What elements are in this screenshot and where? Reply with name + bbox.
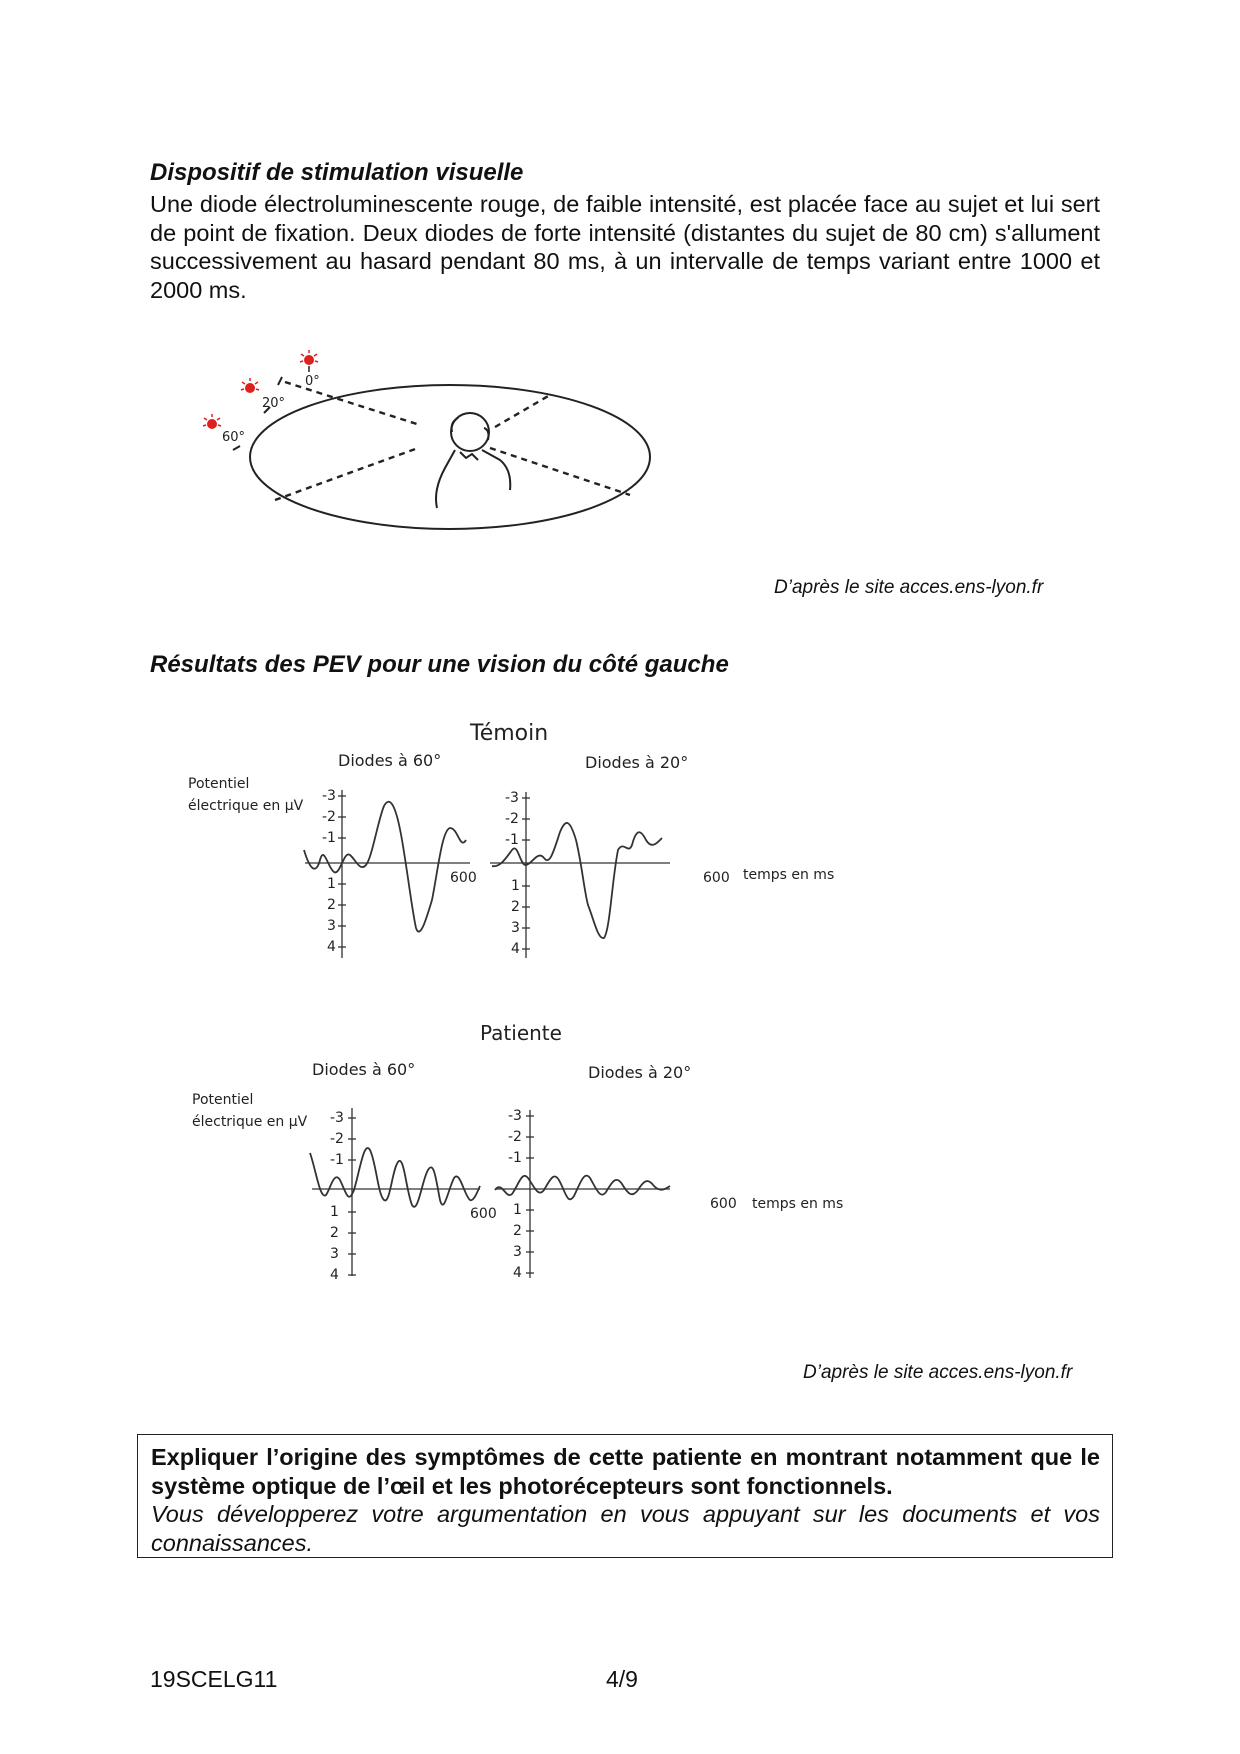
footer-code: 19SCELG11 <box>150 1666 278 1692</box>
patiente20-ytick-1: 1 <box>513 1202 522 1218</box>
temoin-ylabel-1: Potentiel <box>188 776 250 792</box>
temoin20-ytick-2: 2 <box>511 899 520 915</box>
temoin-ylabel-2: électrique en µV <box>188 798 304 814</box>
patiente20-ytick-4: 4 <box>513 1265 522 1281</box>
patiente20-ytick-2: 2 <box>513 1223 522 1239</box>
patiente60-ytick-4: 4 <box>330 1267 339 1283</box>
task-box <box>137 1434 1113 1558</box>
temoin-panel-20-title: Diodes à 20° <box>585 753 689 772</box>
patiente60-ytick-m3: -3 <box>330 1110 344 1126</box>
temoin-panel-60-title: Diodes à 60° <box>338 751 442 770</box>
temoin-xlabel: temps en ms <box>743 867 835 883</box>
temoin60-ytick-3: 3 <box>327 918 336 934</box>
patiente-title: Patiente <box>480 1021 562 1045</box>
patiente20-trace <box>495 1176 670 1200</box>
patiente-xlabel: temps en ms <box>752 1196 844 1212</box>
credit-pev: D’après le site acces.ens-lyon.fr <box>803 1362 1073 1383</box>
patiente20-ytick-3: 3 <box>513 1244 522 1260</box>
temoin20-ytick-m1: -1 <box>505 832 519 848</box>
temoin60-xtick-600: 600 <box>450 870 477 886</box>
task-question: Expliquer l’origine des symptômes de cette patiente en montrant notamment que le système optique de l’œil et les photorécepteurs sont fonctionnels. <box>151 1444 1100 1499</box>
stimulation-setup-figure <box>190 340 670 540</box>
temoin-title: Témoin <box>470 721 549 746</box>
temoin60-ytick-m2: -2 <box>322 809 336 825</box>
patiente20-ytick-m1: -1 <box>508 1150 522 1166</box>
temoin60-ytick-m1: -1 <box>322 830 336 846</box>
temoin20-xtick-600: 600 <box>703 870 730 886</box>
patiente-ylabel-2: électrique en µV <box>192 1114 308 1130</box>
patiente60-ytick-m2: -2 <box>330 1131 344 1147</box>
angle-label-60: 60° <box>222 430 246 445</box>
patiente-panel-20-title: Diodes à 20° <box>588 1063 692 1082</box>
temoin60-ytick-m3: -3 <box>322 788 336 804</box>
section-heading-stimulation: Dispositif de stimulation visuelle <box>150 159 524 186</box>
footer-page-number: 4/9 <box>606 1666 638 1692</box>
dash-line-60deg-right <box>495 395 550 427</box>
stimulation-paragraph: Une diode électroluminescente rouge, de faible intensité, est placée face au sujet et lui sert de point de fixation. Deux diodes de forte intensité (distantes du sujet de 80 cm) s'allument successivement au hasard pendant 80 ms, à un intervalle de temps variant entre 1000 et 2000 ms. <box>150 191 1100 303</box>
temoin20-ytick-4: 4 <box>511 941 520 957</box>
temoin60-ytick-1: 1 <box>327 876 336 892</box>
dash-line-60deg-left <box>275 448 418 500</box>
task-hint: Vous développerez votre argumentation en vous appuyant sur les documents et vos connaissances. <box>151 1501 1100 1556</box>
subject-head-figure <box>436 413 510 508</box>
patiente20-xtick-600: 600 <box>710 1196 737 1212</box>
section-heading-results: Résultats des PEV pour une vision du côté gauche <box>150 651 729 678</box>
patiente20-ytick-m3: -3 <box>508 1108 522 1124</box>
diode-0deg-icon <box>300 350 318 372</box>
temoin20-ytick-1: 1 <box>511 878 520 894</box>
patiente-ylabel-1: Potentiel <box>192 1092 254 1108</box>
patiente-panel-60-title: Diodes à 60° <box>312 1060 416 1079</box>
temoin20-ytick-m3: -3 <box>505 790 519 806</box>
temoin20-ytick-3: 3 <box>511 920 520 936</box>
temoin60-ytick-4: 4 <box>327 939 336 955</box>
angle-label-20: 20° <box>262 396 286 411</box>
diode-20deg-icon <box>241 378 259 393</box>
angle-label-0: 0° <box>305 374 320 389</box>
temoin20-ytick-m2: -2 <box>505 811 519 827</box>
temoin60-ytick-2: 2 <box>327 897 336 913</box>
patiente60-ytick-1: 1 <box>330 1204 339 1220</box>
credit-setup: D’après le site acces.ens-lyon.fr <box>774 577 1044 598</box>
patiente60-ytick-2: 2 <box>330 1225 339 1241</box>
patiente20-ytick-m2: -2 <box>508 1129 522 1145</box>
pev-results-figure <box>170 700 870 1340</box>
patiente60-xtick-600: 600 <box>470 1206 497 1222</box>
diode-60deg-icon <box>203 414 221 429</box>
patiente60-ytick-m1: -1 <box>330 1152 344 1168</box>
patiente60-ytick-3: 3 <box>330 1246 339 1262</box>
